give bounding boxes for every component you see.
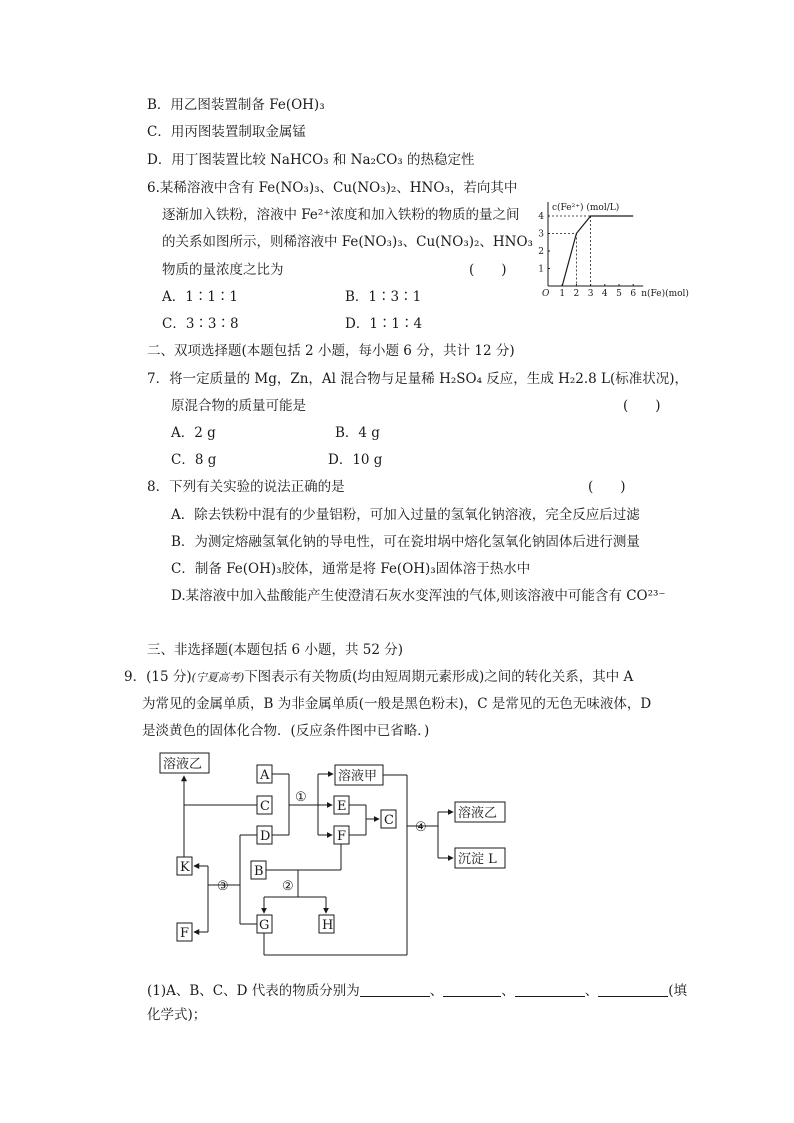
q8-option-a: A．除去铁粉中混有的少量铝粉，可加入过量的氢氧化钠溶液，完全反应后过滤 [171,507,640,523]
q9-prefix: 9．(15 分) [124,669,192,685]
q6-option-d: D．1∶1∶4 [345,316,423,332]
y-tick-label: 4 [538,212,544,222]
y-tick-label: 1 [538,264,544,275]
x-tick-label: 1 [559,289,566,299]
q9-sub1-fill-note: (填 [668,983,688,999]
x-tick-label: 2 [573,289,580,299]
q5-option-d: D．用丁图装置比较 NaHCO₃ 和 Na₂CO₃ 的热稳定性 [147,152,475,168]
sep-2: 、 [501,983,515,999]
x-axis-label: n(Fe)(mol) [641,289,689,299]
label-b: B [254,864,264,879]
label-d: D [260,829,271,844]
reaction-marker-2: ② [282,879,294,894]
q5-option-c: C．用丙图装置制取金属锰 [147,124,306,140]
q9-text-line1: 下图表示有关物质(均由短周期元素形成)之间的转化关系，其中 A [244,669,634,685]
q7-option-d: D．10 g [328,452,383,468]
label-f-low: F [180,926,190,941]
y-tick-label: 2 [538,247,544,257]
label-k: K [180,860,190,875]
answer-blank-a[interactable] [360,982,430,997]
label-solution-yi-top: 溶液乙 [163,757,203,772]
q8-answer-bracket: ( ) [588,479,626,495]
label-e: E [337,799,347,814]
q5-option-b: B．用乙图装置制备 Fe(OH)₃ [147,97,325,113]
answer-blank-d[interactable] [598,982,668,997]
q8-option-d: D.某溶液中加入盐酸能产生使澄清石灰水变浑浊的气体,则该溶液中可能含有 CO²³⁻ [171,588,666,604]
q6-option-c: C．3∶3∶8 [162,316,239,332]
q8-option-c: C．制备 Fe(OH)₃胶体，通常是将 Fe(OH)₃固体溶于热水中 [171,561,531,577]
q7-stem-line1: 7．将一定质量的 Mg，Zn，Al 混合物与足量稀 H₂SO₄ 反应，生成 H₂2.8 L(标准状况)， [147,371,689,387]
answer-blank-b[interactable] [443,982,501,997]
q6-answer-bracket: ( ) [469,262,507,278]
q6-stem-line4: 物质的量浓度之比为 [162,262,284,278]
label-f-mid: F [337,829,347,844]
label-precipitate-l: 沉淀 L [458,852,497,867]
x-tick-label: 6 [630,289,637,299]
q6-stem-line1: 6.某稀溶液中含有 Fe(NO₃)₃、Cu(NO₃)₂、HNO₃，若向其中 [147,180,518,196]
q9-line2: 为常见的金属单质，B 为非金属单质(一般是黑色粉末)，C 是常见的无色无味液体，D [142,696,652,712]
sep-3: 、 [584,983,599,999]
x-tick-label: 3 [587,289,594,299]
q7-option-b: B．4 g [335,425,380,441]
label-solution-jia: 溶液甲 [338,769,378,784]
q8-option-b: B．为测定熔融氢氧化钠的导电性，可在瓷坩埚中熔化氢氧化钠固体后进行测量 [171,534,640,550]
label-c-left: C [260,799,270,814]
label-solution-yi-right: 溶液乙 [458,806,498,821]
y-axis-label: c(Fe²⁺) (mol/L) [552,203,620,213]
q8-stem: 8．下列有关实验的说法正确的是 [147,479,345,495]
label-h: H [322,918,334,933]
origin-label: O [542,289,550,299]
q6-option-a: A．1∶1∶1 [162,289,239,305]
q9-sub1-prefix: (1)A、B、C、D 代表的物质分别为 [147,983,360,999]
x-tick-label: 4 [601,289,608,299]
q7-option-a: A．2 g [171,425,216,441]
reaction-marker-3: ③ [217,879,229,894]
reaction-marker-4: ④ [415,820,427,835]
sep-1: 、 [429,983,444,999]
q7-stem-line2: 原混合物的质量可能是 [171,398,306,414]
answer-blank-c[interactable] [515,982,585,997]
q6-stem-line2: 逐渐加入铁粉，溶液中 Fe²⁺浓度和加入铁粉的物质的量之间 [162,207,520,223]
q6-option-b: B．1∶3∶1 [345,289,422,305]
y-tick-label: 3 [538,229,544,240]
q9-sub1-line2: 化学式)； [147,1007,207,1023]
label-c-right: C [384,813,394,828]
q9-line3: 是淡黄色的固体化合物．(反应条件图中已省略．) [142,723,430,739]
section3-title: 三、非选择题(本题包括 6 小题，共 52 分) [147,642,403,658]
q9-source-stamp: (宁夏高考) [191,671,245,684]
label-a: A [260,768,270,783]
section2-title: 二、双项选择题(本题包括 2 小题，每小题 6 分，共计 12 分) [147,343,515,359]
x-tick-label: 5 [616,289,622,299]
q9-sub1-line1 [147,982,687,1000]
reaction-marker-1: ① [295,790,307,805]
q6-stem-line3: 的关系如图所示，则稀溶液中 Fe(NO₃)₃、Cu(NO₃)₂、HNO₃ [162,234,533,250]
q7-answer-bracket: ( ) [623,398,661,414]
q7-option-c: C．8 g [171,452,217,468]
label-g: G [259,918,270,933]
